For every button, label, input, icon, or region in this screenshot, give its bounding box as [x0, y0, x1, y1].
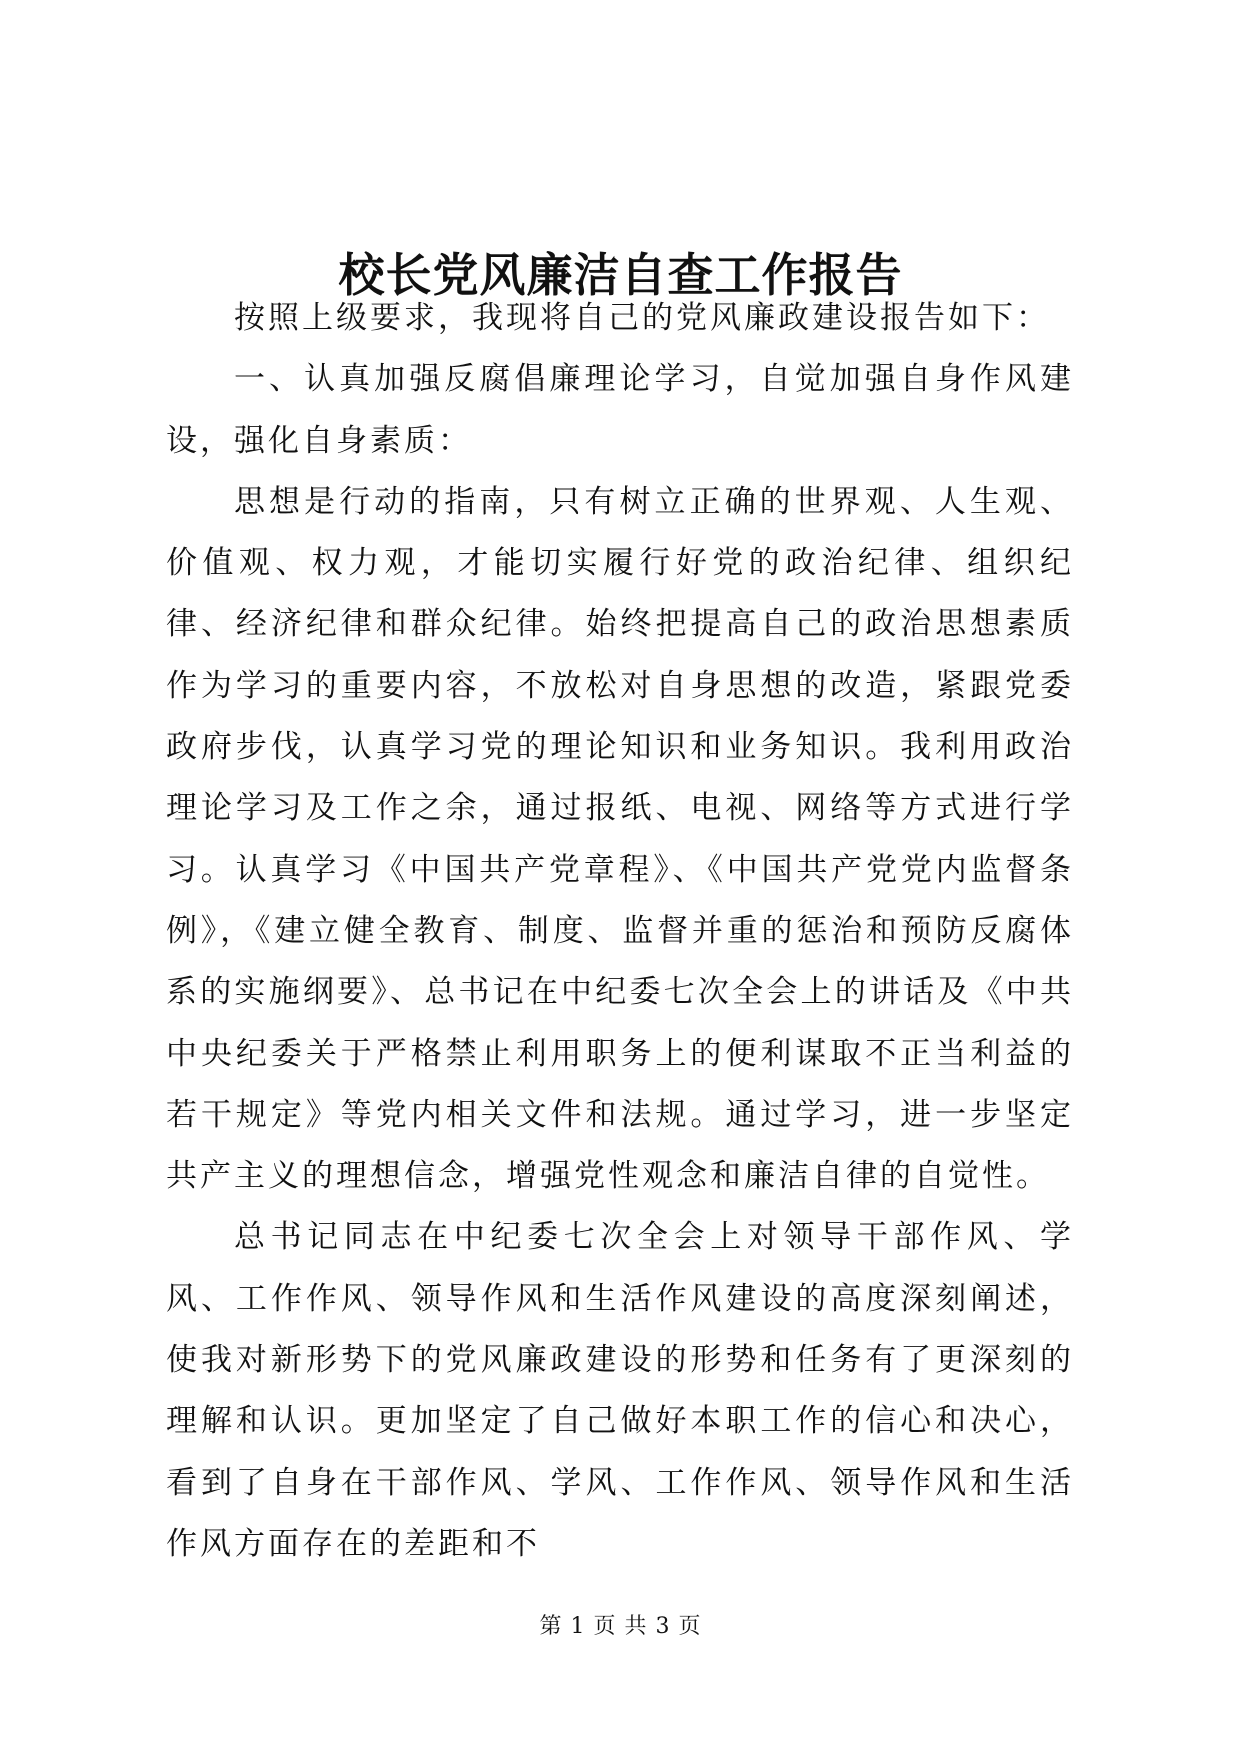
paragraph-conference: 总书记同志在中纪委七次全会上对领导干部作风、学风、工作作风、领导作风和生活作风建设的高度深刻阐述，使我对新形势下的党风廉政建设的形势和任务有了更深刻的理解和认识。更加坚定了自己做好本职工作的信心和决心，看到了自身在干部作风、学风、工作作风、领导作风和生活作风方面存在的差距和不 [166, 1219, 1074, 1562]
paragraph-study: 思想是行动的指南，只有树立正确的世界观、人生观、价值观、权力观，才能切实履行好党的政治纪律、组织纪律、经济纪律和群众纪律。始终把提高自己的政治思想素质作为学习的重要内容，不放松对自身思想的改造，紧跟党委政府步伐，认真学习党的理论知识和业务知识。我利用政治理论学习及工作之余，通过报纸、电视、网络等方式进行学习。认真学习《中国共产党章程》、《中国共产党党内监督条例》，《建立健全教育、制度、监督并重的惩治和预防反腐体系的实施纲要》、总书记在中纪委七次全会上的讲话及《中共中央纪委关于严格禁止利用职务上的便利谋取不正当利益的若干规定》等党内相关文件和法规。通过学习，进一步坚定共产主义的理想信念，增强党性观念和廉洁自律的自觉性。 [166, 483, 1074, 1195]
page-number-footer: 第 1 页 共 3 页 [539, 1614, 702, 1639]
document-title: 校长党风廉洁自查工作报告 [338, 247, 903, 302]
paragraph-section-heading: 一、认真加强反腐倡廉理论学习，自觉加强自身作风建设，强化自身素质： [166, 361, 1074, 459]
document-body [166, 288, 1074, 1575]
paragraph-intro: 按照上级要求，我现将自己的党风廉政建设报告如下： [234, 300, 1050, 336]
